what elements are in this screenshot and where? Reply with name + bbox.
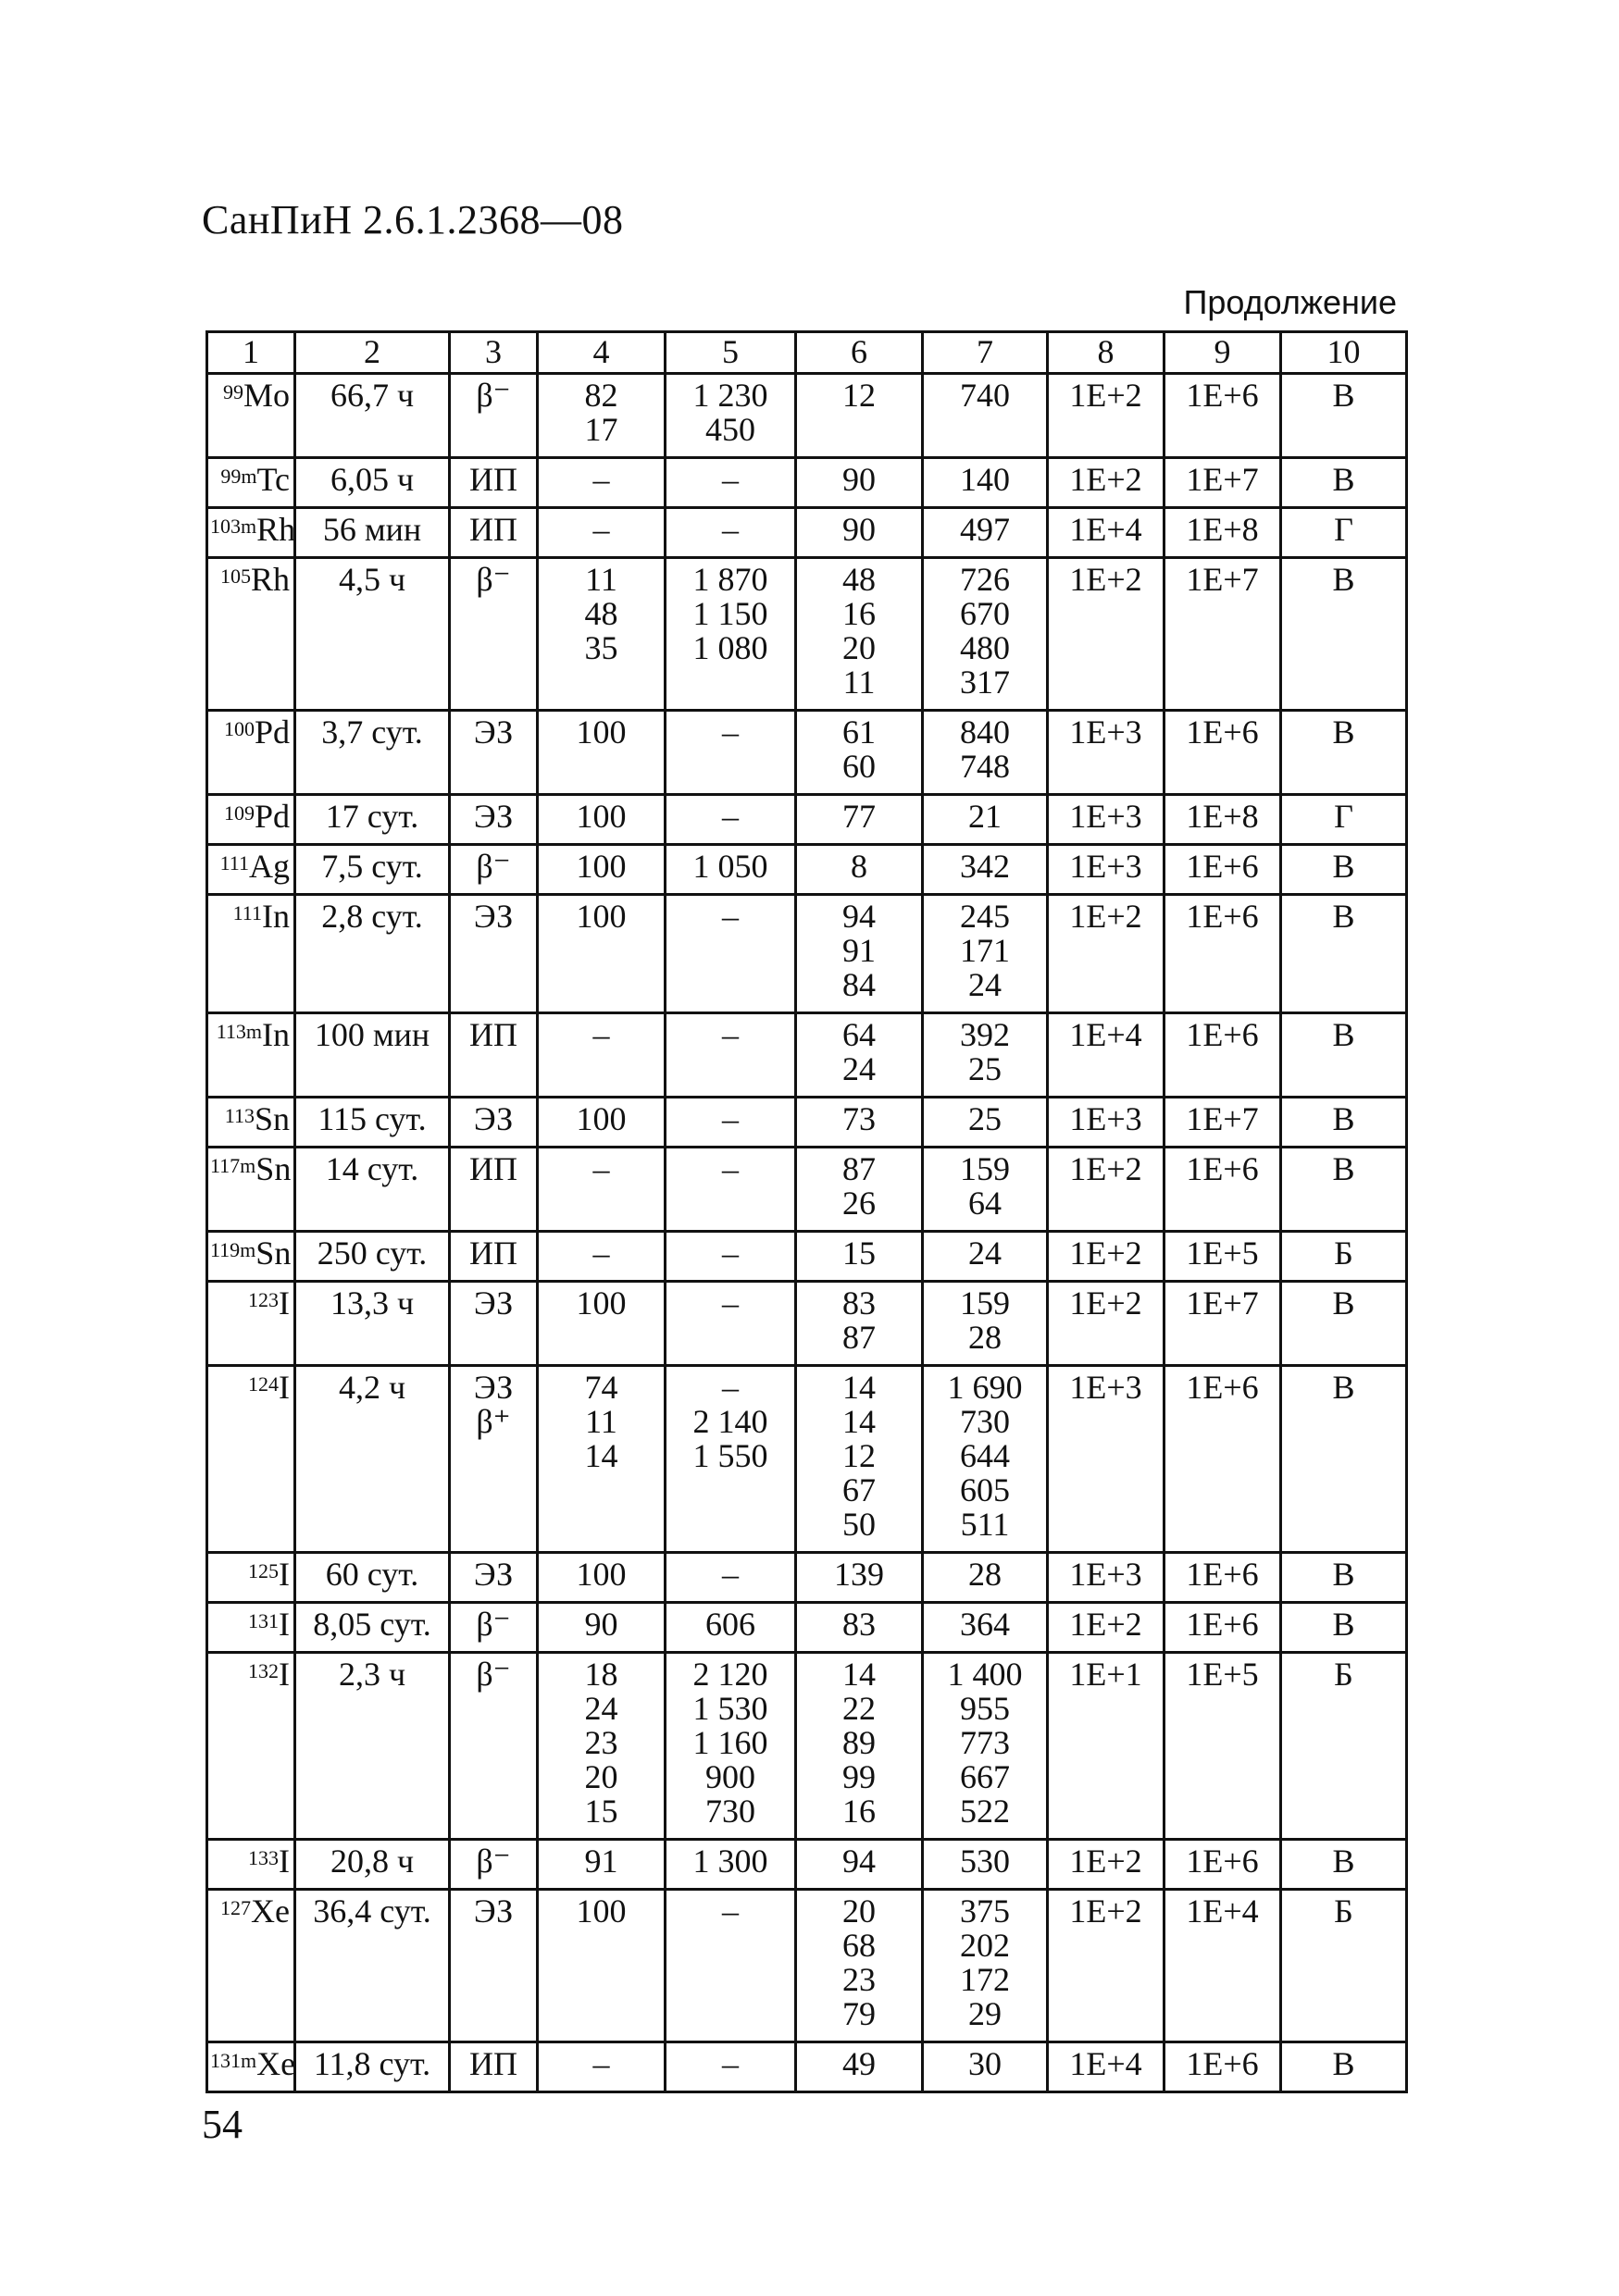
cell-col-4: 82 17: [538, 374, 666, 458]
table-header-row: [207, 332, 1407, 374]
cell-col-3: ЭЗ: [450, 1282, 538, 1366]
cell-col-2: 250 сут.: [295, 1232, 450, 1282]
cell-col-5: –: [666, 1890, 796, 2042]
element-symbol: Pd: [254, 798, 290, 835]
cell-col-6: 83 87: [796, 1282, 923, 1366]
cell-col-10: В: [1281, 711, 1407, 795]
cell-col-5: 1 300: [666, 1840, 796, 1890]
cell-col-5: 1 230 450: [666, 374, 796, 458]
cell-col-2: 11,8 сут.: [295, 2042, 450, 2092]
page-number: 54: [202, 2102, 243, 2147]
cell-col-2: 13,3 ч: [295, 1282, 450, 1366]
cell-col-8: 1E+2: [1048, 1840, 1164, 1890]
cell-col-3: ИП: [450, 1013, 538, 1098]
cell-col-10: В: [1281, 2042, 1407, 2092]
cell-col-2: 17 сут.: [295, 795, 450, 845]
element-symbol: Xe: [251, 1893, 290, 1930]
cell-col-10: В: [1281, 1366, 1407, 1553]
nuclide-cell: [207, 711, 295, 795]
nuclide-cell: [207, 1603, 295, 1653]
cell-col-3: β⁻: [450, 558, 538, 711]
cell-col-10: В: [1281, 558, 1407, 711]
cell-col-7: 159 64: [923, 1148, 1048, 1232]
cell-col-3: β⁻: [450, 845, 538, 895]
cell-col-8: 1E+2: [1048, 1603, 1164, 1653]
table-row: [207, 1840, 1407, 1890]
cell-col-4: 90: [538, 1603, 666, 1653]
cell-col-6: 20 68 23 79: [796, 1890, 923, 2042]
mass-number: 123: [248, 1288, 279, 1311]
cell-col-5: –: [666, 1148, 796, 1232]
cell-col-3: β⁻: [450, 1603, 538, 1653]
cell-col-2: 20,8 ч: [295, 1840, 450, 1890]
cell-col-4: 11 48 35: [538, 558, 666, 711]
cell-col-7: 159 28: [923, 1282, 1048, 1366]
nuclide-cell: [207, 795, 295, 845]
cell-col-2: 66,7 ч: [295, 374, 450, 458]
cell-col-4: 74 11 14: [538, 1366, 666, 1553]
cell-col-9: 1E+6: [1164, 2042, 1281, 2092]
cell-col-2: 56 мин: [295, 508, 450, 558]
nuclide-cell: [207, 508, 295, 558]
element-symbol: Ag: [249, 848, 290, 885]
cell-col-10: Б: [1281, 1653, 1407, 1840]
cell-col-7: 375 202 172 29: [923, 1890, 1048, 2042]
nuclide-cell: [207, 1553, 295, 1603]
table-row: [207, 1553, 1407, 1603]
table-row: [207, 795, 1407, 845]
cell-col-7: 392 25: [923, 1013, 1048, 1098]
table-row: [207, 895, 1407, 1013]
cell-col-9: 1E+6: [1164, 1148, 1281, 1232]
element-symbol: Tc: [256, 461, 290, 498]
cell-col-8: 1E+2: [1048, 374, 1164, 458]
cell-col-3: ЭЗ: [450, 1890, 538, 2042]
mass-number: 131: [248, 1609, 279, 1632]
nuclide-cell: [207, 895, 295, 1013]
cell-col-6: 94 91 84: [796, 895, 923, 1013]
cell-col-2: 14 сут.: [295, 1148, 450, 1232]
cell-col-7: 840 748: [923, 711, 1048, 795]
element-symbol: Xe: [256, 2045, 296, 2082]
nuclide-cell: [207, 1366, 295, 1553]
element-symbol: Pd: [254, 714, 290, 751]
cell-col-2: 36,4 сут.: [295, 1890, 450, 2042]
cell-col-7: 24: [923, 1232, 1048, 1282]
cell-col-5: –: [666, 795, 796, 845]
cell-col-5: –: [666, 458, 796, 508]
cell-col-8: 1E+3: [1048, 1098, 1164, 1148]
cell-col-7: 30: [923, 2042, 1048, 2092]
table-row: [207, 2042, 1407, 2092]
cell-col-6: 8: [796, 845, 923, 895]
nuclide-cell: [207, 1653, 295, 1840]
cell-col-7: 21: [923, 795, 1048, 845]
column-header: 3: [450, 332, 538, 374]
cell-col-10: В: [1281, 1603, 1407, 1653]
mass-number: 127: [220, 1896, 252, 1919]
cell-col-9: 1E+4: [1164, 1890, 1281, 2042]
cell-col-2: 115 сут.: [295, 1098, 450, 1148]
cell-col-4: 100: [538, 1098, 666, 1148]
cell-col-8: 1E+2: [1048, 558, 1164, 711]
cell-col-3: ИП: [450, 1232, 538, 1282]
cell-col-3: ЭЗ: [450, 1553, 538, 1603]
column-header: 5: [666, 332, 796, 374]
cell-col-2: 2,8 сут.: [295, 895, 450, 1013]
table-row: [207, 374, 1407, 458]
cell-col-4: –: [538, 458, 666, 508]
radionuclide-table: [205, 330, 1408, 2093]
cell-col-10: В: [1281, 1553, 1407, 1603]
cell-col-6: 14 22 89 99 16: [796, 1653, 923, 1840]
table-row: [207, 1282, 1407, 1366]
cell-col-7: 1 400 955 773 667 522: [923, 1653, 1048, 1840]
table-row: [207, 1366, 1407, 1553]
mass-number: 105: [219, 565, 251, 588]
cell-col-5: –: [666, 2042, 796, 2092]
cell-col-7: 726 670 480 317: [923, 558, 1048, 711]
cell-col-4: 100: [538, 895, 666, 1013]
cell-col-5: –: [666, 1282, 796, 1366]
mass-number: 99m: [220, 465, 257, 488]
element-symbol: Rh: [250, 561, 290, 598]
cell-col-2: 6,05 ч: [295, 458, 450, 508]
cell-col-3: ЭЗ: [450, 711, 538, 795]
cell-col-10: Б: [1281, 1232, 1407, 1282]
cell-col-5: – 2 140 1 550: [666, 1366, 796, 1553]
cell-col-5: –: [666, 1013, 796, 1098]
mass-number: 119m: [210, 1238, 256, 1261]
cell-col-4: –: [538, 508, 666, 558]
cell-col-6: 94: [796, 1840, 923, 1890]
cell-col-4: –: [538, 1013, 666, 1098]
cell-col-7: 740: [923, 374, 1048, 458]
cell-col-6: 15: [796, 1232, 923, 1282]
cell-col-4: 100: [538, 711, 666, 795]
cell-col-10: В: [1281, 1148, 1407, 1232]
cell-col-6: 14 14 12 67 50: [796, 1366, 923, 1553]
cell-col-3: ЭЗ: [450, 1098, 538, 1148]
table-row: [207, 1890, 1407, 2042]
table-row: [207, 845, 1407, 895]
cell-col-3: ИП: [450, 1148, 538, 1232]
nuclide-cell: [207, 1282, 295, 1366]
cell-col-2: 4,2 ч: [295, 1366, 450, 1553]
cell-col-9: 1E+6: [1164, 1553, 1281, 1603]
cell-col-4: 100: [538, 845, 666, 895]
cell-col-10: В: [1281, 1282, 1407, 1366]
element-symbol: Rh: [256, 511, 296, 548]
cell-col-4: 91: [538, 1840, 666, 1890]
element-symbol: I: [279, 1556, 290, 1593]
cell-col-6: 83: [796, 1603, 923, 1653]
cell-col-10: В: [1281, 1013, 1407, 1098]
cell-col-8: 1E+4: [1048, 508, 1164, 558]
cell-col-4: –: [538, 2042, 666, 2092]
element-symbol: I: [279, 1606, 290, 1643]
mass-number: 111: [232, 901, 262, 925]
element-symbol: I: [279, 1656, 290, 1693]
table-row: [207, 1148, 1407, 1232]
cell-col-6: 139: [796, 1553, 923, 1603]
cell-col-6: 12: [796, 374, 923, 458]
nuclide-cell: [207, 374, 295, 458]
cell-col-5: –: [666, 1098, 796, 1148]
cell-col-4: 100: [538, 1282, 666, 1366]
nuclide-cell: [207, 458, 295, 508]
cell-col-9: 1E+5: [1164, 1232, 1281, 1282]
cell-col-4: 100: [538, 795, 666, 845]
cell-col-7: 530: [923, 1840, 1048, 1890]
cell-col-2: 60 сут.: [295, 1553, 450, 1603]
nuclide-cell: [207, 2042, 295, 2092]
cell-col-2: 100 мин: [295, 1013, 450, 1098]
cell-col-6: 61 60: [796, 711, 923, 795]
table-body: [207, 374, 1407, 2092]
mass-number: 113: [224, 1104, 255, 1127]
cell-col-7: 140: [923, 458, 1048, 508]
element-symbol: I: [279, 1843, 290, 1880]
cell-col-2: 4,5 ч: [295, 558, 450, 711]
cell-col-9: 1E+8: [1164, 795, 1281, 845]
nuclide-cell: [207, 1840, 295, 1890]
cell-col-8: 1E+4: [1048, 1013, 1164, 1098]
cell-col-9: 1E+6: [1164, 845, 1281, 895]
cell-col-10: В: [1281, 845, 1407, 895]
mass-number: 113m: [216, 1020, 262, 1043]
column-header: 4: [538, 332, 666, 374]
table-row: [207, 1013, 1407, 1098]
cell-col-3: ИП: [450, 2042, 538, 2092]
mass-number: 125: [248, 1559, 279, 1582]
cell-col-3: ИП: [450, 458, 538, 508]
cell-col-2: 3,7 сут.: [295, 711, 450, 795]
cell-col-8: 1E+2: [1048, 1890, 1164, 2042]
cell-col-5: 1 050: [666, 845, 796, 895]
mass-number: 99: [222, 380, 243, 403]
cell-col-4: 18 24 23 20 15: [538, 1653, 666, 1840]
cell-col-5: –: [666, 1553, 796, 1603]
cell-col-6: 49: [796, 2042, 923, 2092]
cell-col-9: 1E+7: [1164, 558, 1281, 711]
cell-col-6: 48 16 20 11: [796, 558, 923, 711]
cell-col-7: 342: [923, 845, 1048, 895]
cell-col-2: 7,5 сут.: [295, 845, 450, 895]
column-header: 10: [1281, 332, 1407, 374]
cell-col-6: 77: [796, 795, 923, 845]
cell-col-6: 90: [796, 508, 923, 558]
cell-col-9: 1E+7: [1164, 458, 1281, 508]
mass-number: 111: [219, 851, 249, 875]
cell-col-9: 1E+6: [1164, 1603, 1281, 1653]
column-header: 7: [923, 332, 1048, 374]
table-row: [207, 711, 1407, 795]
cell-col-5: –: [666, 711, 796, 795]
cell-col-10: Б: [1281, 1890, 1407, 2042]
table-row: [207, 508, 1407, 558]
cell-col-5: –: [666, 895, 796, 1013]
cell-col-3: ЭЗ: [450, 795, 538, 845]
table-row: [207, 458, 1407, 508]
cell-col-10: Г: [1281, 795, 1407, 845]
cell-col-8: 1E+3: [1048, 711, 1164, 795]
cell-col-7: 245 171 24: [923, 895, 1048, 1013]
cell-col-3: β⁻: [450, 1840, 538, 1890]
cell-col-8: 1E+4: [1048, 2042, 1164, 2092]
document-title: СанПиН 2.6.1.2368—08: [202, 197, 624, 242]
cell-col-9: 1E+6: [1164, 895, 1281, 1013]
mass-number: 131m: [210, 2049, 257, 2072]
cell-col-5: –: [666, 508, 796, 558]
cell-col-2: 8,05 сут.: [295, 1603, 450, 1653]
cell-col-7: 28: [923, 1553, 1048, 1603]
cell-col-9: 1E+5: [1164, 1653, 1281, 1840]
cell-col-3: ИП: [450, 508, 538, 558]
column-header: 2: [295, 332, 450, 374]
cell-col-7: 1 690 730 644 605 511: [923, 1366, 1048, 1553]
cell-col-8: 1E+1: [1048, 1653, 1164, 1840]
cell-col-8: 1E+2: [1048, 1148, 1164, 1232]
cell-col-5: 1 870 1 150 1 080: [666, 558, 796, 711]
table-row: [207, 558, 1407, 711]
cell-col-5: –: [666, 1232, 796, 1282]
cell-col-9: 1E+6: [1164, 1840, 1281, 1890]
cell-col-6: 73: [796, 1098, 923, 1148]
cell-col-10: В: [1281, 374, 1407, 458]
cell-col-6: 90: [796, 458, 923, 508]
cell-col-3: ЭЗ: [450, 895, 538, 1013]
cell-col-9: 1E+8: [1164, 508, 1281, 558]
cell-col-8: 1E+2: [1048, 1282, 1164, 1366]
cell-col-6: 64 24: [796, 1013, 923, 1098]
nuclide-cell: [207, 558, 295, 711]
column-header: 8: [1048, 332, 1164, 374]
cell-col-4: –: [538, 1232, 666, 1282]
mass-number: 100: [223, 717, 255, 740]
mass-number: 124: [248, 1372, 279, 1396]
mass-number: 117m: [210, 1154, 256, 1177]
cell-col-4: –: [538, 1148, 666, 1232]
cell-col-10: Г: [1281, 508, 1407, 558]
cell-col-5: 2 120 1 530 1 160 900 730: [666, 1653, 796, 1840]
nuclide-cell: [207, 845, 295, 895]
cell-col-7: 364: [923, 1603, 1048, 1653]
cell-col-9: 1E+6: [1164, 711, 1281, 795]
mass-number: 103m: [210, 515, 257, 538]
element-symbol: In: [262, 898, 290, 935]
cell-col-5: 606: [666, 1603, 796, 1653]
column-header: 6: [796, 332, 923, 374]
column-header: 9: [1164, 332, 1281, 374]
nuclide-cell: [207, 1890, 295, 2042]
cell-col-3: β⁻: [450, 1653, 538, 1840]
element-symbol: I: [279, 1369, 290, 1406]
mass-number: 109: [223, 801, 255, 825]
column-header: 1: [207, 332, 295, 374]
cell-col-9: 1E+7: [1164, 1098, 1281, 1148]
cell-col-8: 1E+3: [1048, 1553, 1164, 1603]
cell-col-6: 87 26: [796, 1148, 923, 1232]
element-symbol: Sn: [255, 1235, 292, 1272]
cell-col-2: 2,3 ч: [295, 1653, 450, 1840]
table-row: [207, 1653, 1407, 1840]
cell-col-3: ЭЗ β⁺: [450, 1366, 538, 1553]
cell-col-8: 1E+3: [1048, 795, 1164, 845]
continuation-label: Продолжение: [1183, 283, 1397, 321]
cell-col-9: 1E+6: [1164, 374, 1281, 458]
table-row: [207, 1098, 1407, 1148]
cell-col-9: 1E+6: [1164, 1013, 1281, 1098]
element-symbol: Sn: [254, 1100, 290, 1137]
mass-number: 132: [248, 1659, 279, 1682]
element-symbol: In: [262, 1016, 290, 1053]
cell-col-3: β⁻: [450, 374, 538, 458]
cell-col-10: В: [1281, 1098, 1407, 1148]
cell-col-7: 25: [923, 1098, 1048, 1148]
cell-col-8: 1E+2: [1048, 1232, 1164, 1282]
element-symbol: Mo: [243, 377, 290, 414]
mass-number: 133: [248, 1846, 279, 1869]
cell-col-8: 1E+3: [1048, 845, 1164, 895]
nuclide-cell: [207, 1148, 295, 1232]
cell-col-10: В: [1281, 458, 1407, 508]
cell-col-4: 100: [538, 1890, 666, 2042]
table-row: [207, 1232, 1407, 1282]
cell-col-10: В: [1281, 895, 1407, 1013]
cell-col-9: 1E+7: [1164, 1282, 1281, 1366]
cell-col-10: В: [1281, 1840, 1407, 1890]
nuclide-cell: [207, 1232, 295, 1282]
cell-col-7: 497: [923, 508, 1048, 558]
table-row: [207, 1603, 1407, 1653]
nuclide-cell: [207, 1013, 295, 1098]
cell-col-4: 100: [538, 1553, 666, 1603]
cell-col-8: 1E+2: [1048, 895, 1164, 1013]
nuclide-cell: [207, 1098, 295, 1148]
element-symbol: Sn: [255, 1150, 292, 1187]
cell-col-9: 1E+6: [1164, 1366, 1281, 1553]
cell-col-8: 1E+3: [1048, 1366, 1164, 1553]
cell-col-8: 1E+2: [1048, 458, 1164, 508]
element-symbol: I: [279, 1285, 290, 1322]
